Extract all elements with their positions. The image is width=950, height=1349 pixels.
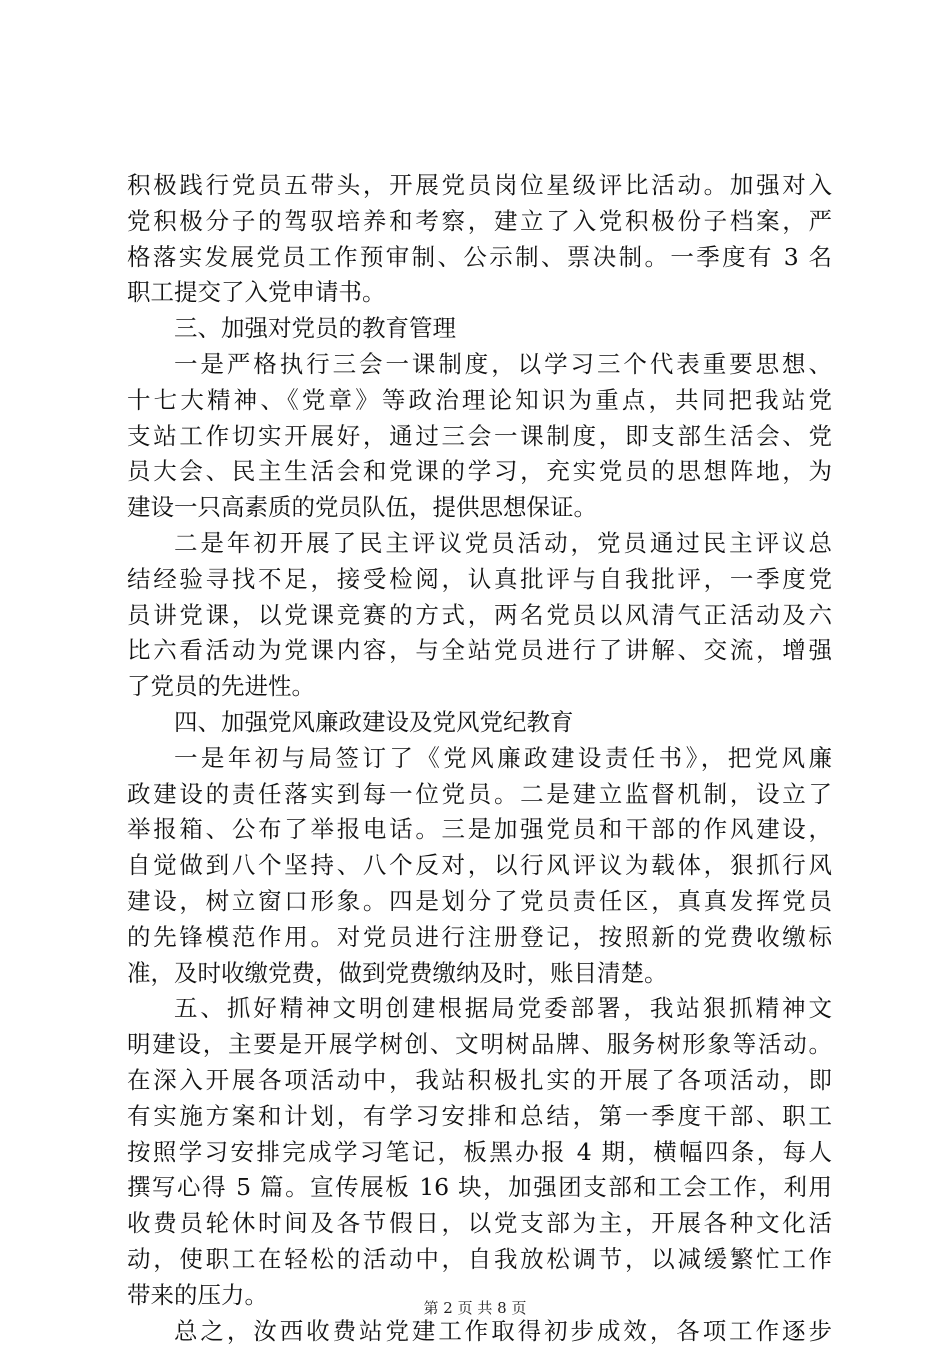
- text-line: 五、抓好精神文明创建根据局党委部署，我站狠抓精神文: [127, 991, 832, 1027]
- text-line: 一是年初与局签订了《党风廉政建设责任书》，把党风廉: [127, 741, 832, 777]
- text-line: 的先锋模范作用。对党员进行注册登记，按照新的党费收缴标: [127, 920, 832, 956]
- text-line: 政建设的责任落实到每一位党员。二是建立监督机制，设立了: [127, 777, 832, 813]
- text-line: 结经验寻找不足，接受检阅，认真批评与自我批评，一季度党: [127, 562, 832, 598]
- text-line: 员讲党课，以党课竞赛的方式，两名党员以风清气正活动及六: [127, 598, 832, 634]
- text-line: 准，及时收缴党费，做到党费缴纳及时，账目清楚。: [127, 956, 832, 992]
- text-line: 有实施方案和计划，有学习安排和总结，第一季度干部、职工: [127, 1099, 832, 1135]
- text-line: 职工提交了入党申请书。: [127, 275, 832, 311]
- text-line: 在深入开展各项活动中，我站积极扎实的开展了各项活动，即: [127, 1063, 832, 1099]
- text-line: 党积极分子的驾驭培养和考察，建立了入党积极份子档案，严: [127, 204, 832, 240]
- text-line: 动，使职工在轻松的活动中，自我放松调节，以减缓繁忙工作: [127, 1242, 832, 1278]
- text-line: 总之，汝西收费站党建工作取得初步成效，各项工作逐步: [127, 1314, 832, 1349]
- text-line: 三、加强对党员的教育管理: [127, 311, 832, 347]
- text-line: 建设，树立窗口形象。四是划分了党员责任区，真真发挥党员: [127, 884, 832, 920]
- text-line: 积极践行党员五带头，开展党员岗位星级评比活动。加强对入: [127, 168, 832, 204]
- text-line: 十七大精神、《党章》等政治理论知识为重点，共同把我站党: [127, 383, 832, 419]
- document-body: [127, 168, 832, 1349]
- text-line: 比六看活动为党课内容，与全站党员进行了讲解、交流，增强: [127, 633, 832, 669]
- text-line: 带来的压力。: [127, 1278, 832, 1314]
- text-line: 四、加强党风廉政建设及党风党纪教育: [127, 705, 832, 741]
- text-line: 撰写心得 5 篇。宣传展板 16 块，加强团支部和工会工作，利用: [127, 1170, 832, 1206]
- text-line: 明建设，主要是开展学树创、文明树品牌、服务树形象等活动。: [127, 1027, 832, 1063]
- text-line: 员大会、民主生活会和党课的学习，充实党员的思想阵地，为: [127, 454, 832, 490]
- text-line: 了党员的先进性。: [127, 669, 832, 705]
- text-line: 格落实发展党员工作预审制、公示制、票决制。一季度有 3 名: [127, 240, 832, 276]
- text-line: 建设一只高素质的党员队伍，提供思想保证。: [127, 490, 832, 526]
- text-line: 一是严格执行三会一课制度，以学习三个代表重要思想、: [127, 347, 832, 383]
- page-number-footer: 第 2 页 共 8 页: [0, 1297, 950, 1318]
- text-line: 二是年初开展了民主评议党员活动，党员通过民主评议总: [127, 526, 832, 562]
- text-line: 举报箱、公布了举报电话。三是加强党员和干部的作风建设，: [127, 812, 832, 848]
- text-line: 自觉做到八个坚持、八个反对，以行风评议为载体，狠抓行风: [127, 848, 832, 884]
- text-line: 收费员轮休时间及各节假日，以党支部为主，开展各种文化活: [127, 1206, 832, 1242]
- text-line: 按照学习安排完成学习笔记，板黑办报 4 期，横幅四条，每人: [127, 1135, 832, 1171]
- text-line: 支站工作切实开展好，通过三会一课制度，即支部生活会、党: [127, 419, 832, 455]
